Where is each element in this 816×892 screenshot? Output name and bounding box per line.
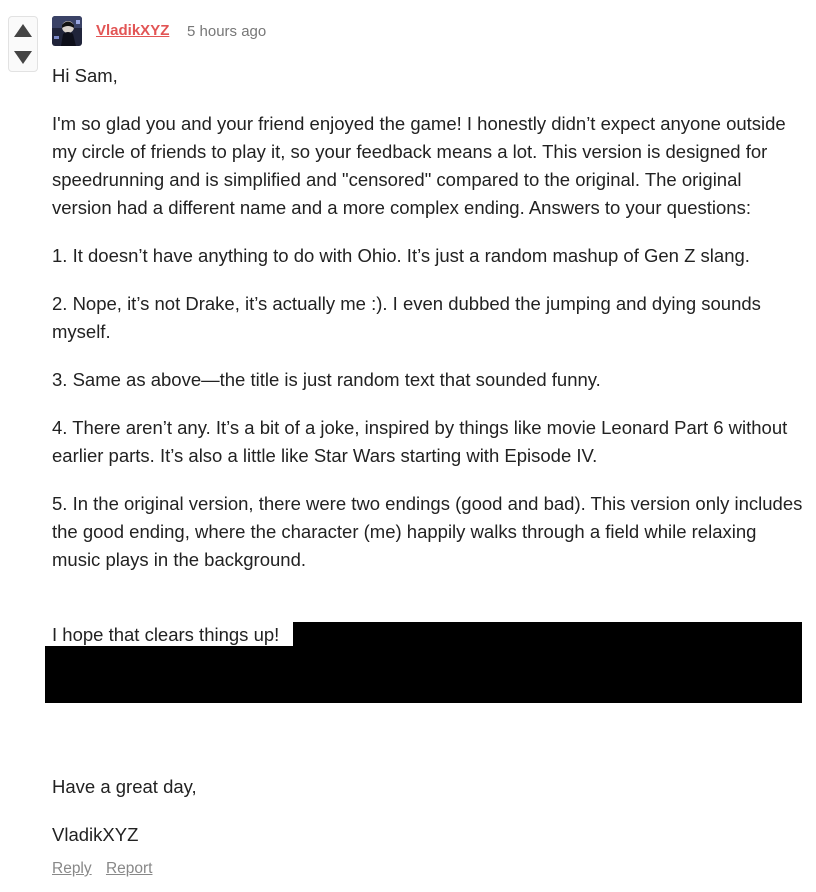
- triangle-up-icon: [13, 21, 33, 41]
- hope-line: I hope that clears things up!: [52, 624, 280, 645]
- comment-paragraph: 4. There aren’t any. It’s a bit of a joke, inspired by things like movie Leonard Part 6 without earlier parts. It’s also a little like Star Wars starting with Episode IV.: [52, 417, 788, 466]
- downvote-button[interactable]: [13, 47, 33, 69]
- vote-widget: [8, 16, 38, 72]
- comment-paragraph: Hi Sam,: [52, 65, 118, 86]
- comment-actions: [52, 860, 162, 878]
- comment-paragraph: 2. Nope, it’s not Drake, it’s actually me :). I even dubbed the jumping and dying sounds myself.: [52, 293, 761, 342]
- upvote-button[interactable]: [13, 21, 33, 43]
- comment-timestamp: 5 hours ago: [187, 23, 267, 40]
- avatar-image: [52, 16, 82, 46]
- report-link[interactable]: Report: [105, 860, 153, 877]
- triangle-down-icon: [13, 47, 33, 67]
- reply-link[interactable]: Reply: [52, 860, 92, 877]
- comment-body: [52, 62, 804, 594]
- author-link[interactable]: VladikXYZ: [96, 22, 170, 39]
- signature: VladikXYZ: [52, 824, 139, 845]
- avatar[interactable]: [52, 16, 82, 46]
- closing-line: Have a great day,: [52, 776, 197, 797]
- comment-paragraph: 3. Same as above—the title is just random text that sounded funny.: [52, 369, 601, 390]
- comment-paragraph: 1. It doesn’t have anything to do with Ohio. It’s just a random mashup of Gen Z slang.: [52, 245, 750, 266]
- comment-paragraph: I'm so glad you and your friend enjoyed the game! I honestly didn’t expect anyone outside my circle of friends to play it, so your feedback means a lot. This version is designed for speedrunning and is simplified and "censored" compared to the original. The original version had a different name and a more complex ending. Answers to your questions:: [52, 113, 786, 218]
- comment-paragraph: 5. In the original version, there were two endings (good and bad). This version only includes the good ending, where the character (me) happily walks through a field while relaxing music plays in the background.: [52, 493, 803, 570]
